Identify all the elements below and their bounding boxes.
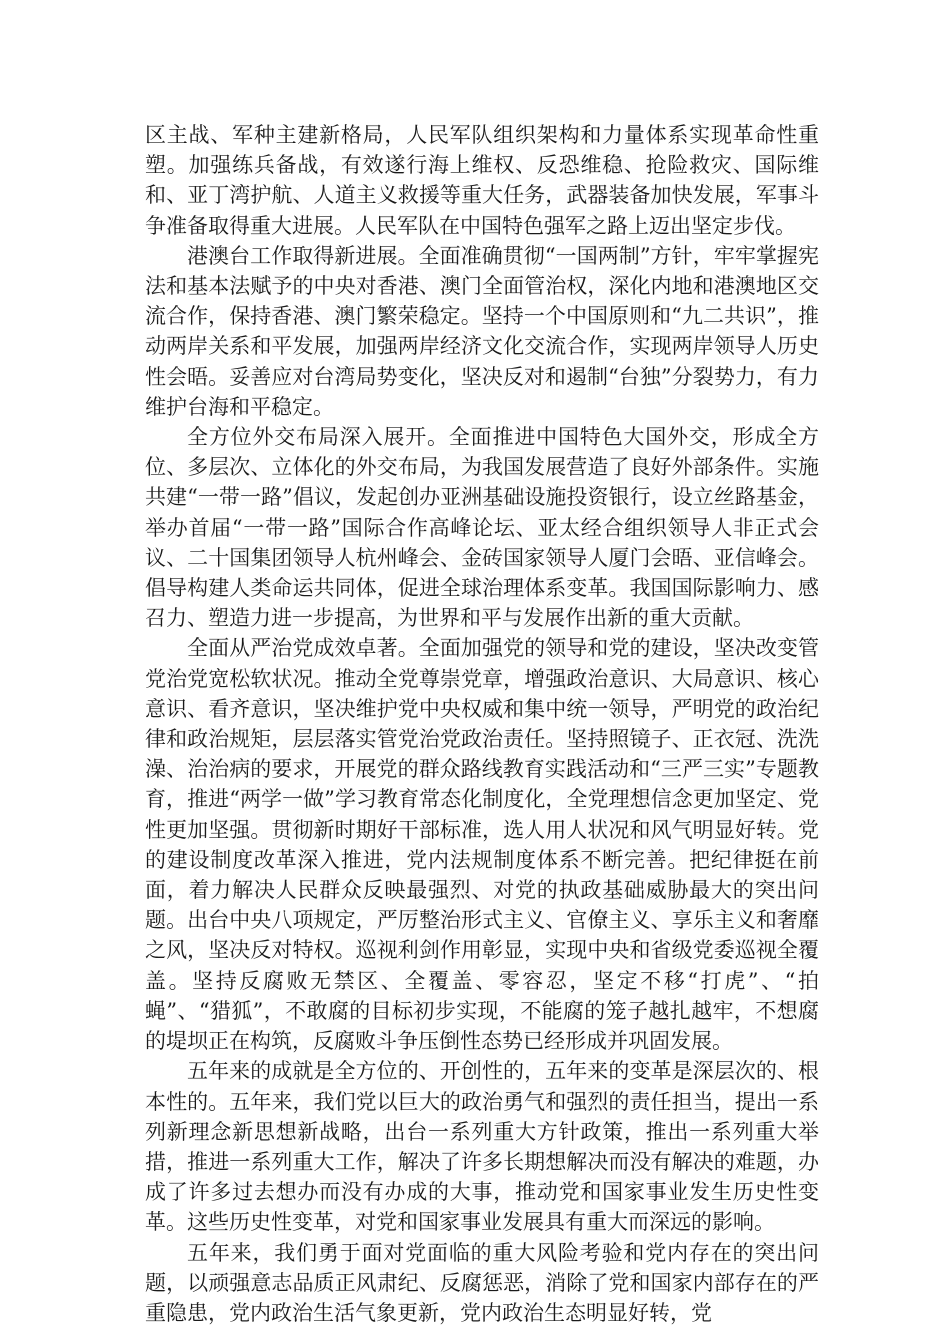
paragraph-hk-macau-taiwan: 港澳台工作取得新进展。全面准确贯彻“一国两制”方针，牢牢掌握宪法和基本法赋予的中央对香港、澳门全面管治权，深化内地和港澳地区交流合作，保持香港、澳门繁荣稳定。坚持一个中国原则和“九二共识”，推动两岸关系和平发展，加强两岸经济文化交流合作，实现两岸领导人历史性会晤。妥善应对台湾局势变化，坚决反对和遏制“台独”分裂势力，有力维护台海和平稳定。	[145, 243, 819, 419]
paragraph-military-continuation: 区主战、军种主建新格局，人民军队组织架构和力量体系实现革命性重塑。加强练兵备战，有效遂行海上维权、反恐维稳、抢险救灾、国际维和、亚丁湾护航、人道主义救援等重大任务，武器装备加快发展，军事斗争准备取得重大进展。人民军队在中国特色强军之路上迈出坚定步伐。	[145, 123, 819, 238]
paragraph-party-governance: 全面从严治党成效卓著。全面加强党的领导和党的建设，坚决改变管党治党宽松软状况。推动全党尊崇党章，增强政治意识、大局意识、核心意识、看齐意识，坚决维护党中央权威和集中统一领导，严明党的政治纪律和政治规矩，层层落实管党治党政治责任。坚持照镜子、正衣冠、洗洗澡、治治病的要求，开展党的群众路线教育实践活动和“三严三实”专题教育，推进“两学一做”学习教育常态化制度化，全党理想信念更加坚定、党性更加坚强。贯彻新时期好干部标准，选人用人状况和风气明显好转。党的建设制度改革深入推进，党内法规制度体系不断完善。把纪律挺在前面，着力解决人民群众反映最强烈、对党的执政基础威胁最大的突出问题。出台中央八项规定，严厉整治形式主义、官僚主义、享乐主义和奢靡之风，坚决反对特权。巡视利剑作用彰显，实现中央和省级党委巡视全覆盖。坚持反腐败无禁区、全覆盖、零容忍，坚定不移“打虎”、“拍蝇”、“猎狐”，不敢腐的目标初步实现，不能腐的笼子越扎越牢，不想腐的堤坝正在构筑，反腐败斗争压倒性态势已经形成并巩固发展。	[145, 636, 819, 1054]
paragraph-five-year-achievements: 五年来的成就是全方位的、开创性的，五年来的变革是深层次的、根本性的。五年来，我们党以巨大的政治勇气和强烈的责任担当，提出一系列新理念新思想新战略，出台一系列重大方针政策，推出一系列重大举措，推进一系列重大工作，解决了许多长期想解决而没有解决的难题，办成了许多过去想办而没有办成的大事，推动党和国家事业发生历史性变革。这些历史性变革，对党和国家事业发展具有重大而深远的影响。	[145, 1059, 819, 1235]
paragraph-five-year-risks: 五年来，我们勇于面对党面临的重大风险考验和党内存在的突出问题，以顽强意志品质正风肃纪、反腐惩恶，消除了党和国家内部存在的严重隐患，党内政治生活气象更新，党内政治生态明显好转，党	[145, 1240, 819, 1325]
document-body	[145, 120, 819, 1328]
paragraph-diplomacy: 全方位外交布局深入展开。全面推进中国特色大国外交，形成全方位、多层次、立体化的外交布局，为我国发展营造了良好外部条件。实施共建“一带一路”倡议，发起创办亚洲基础设施投资银行，设立丝路基金，举办首届“一带一路”国际合作高峰论坛、亚太经合组织领导人非正式会议、二十国集团领导人杭州峰会、金砖国家领导人厦门会晤、亚信峰会。倡导构建人类命运共同体，促进全球治理体系变革。我国国际影响力、感召力、塑造力进一步提高，为世界和平与发展作出新的重大贡献。	[145, 425, 819, 631]
